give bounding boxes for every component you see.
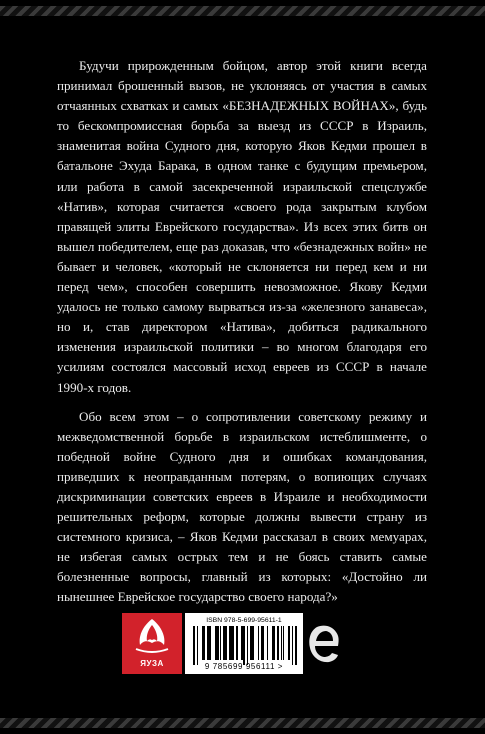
barcode-bar — [274, 626, 276, 660]
barcode-bar — [283, 626, 285, 660]
isbn-barcode — [185, 613, 303, 674]
barcode-bar — [220, 626, 222, 660]
barcode-bar — [243, 626, 245, 665]
back-cover-annotation — [57, 56, 427, 608]
decorative-top-stripe — [0, 6, 485, 16]
barcode-bar — [236, 626, 238, 660]
barcode-bar — [288, 626, 290, 660]
barcode-bar — [263, 626, 265, 660]
barcode-bar — [295, 626, 297, 665]
decorative-bottom-stripe — [0, 718, 485, 728]
barcode-bars — [193, 626, 297, 660]
barcode-bar — [258, 626, 260, 660]
barcode-bar — [193, 626, 195, 665]
barcode-bar — [232, 626, 234, 660]
barcode-bar — [216, 626, 219, 660]
barcode-digits: 9 785699 956111 > — [204, 662, 284, 671]
barcode-bar — [197, 626, 199, 665]
publisher-logo — [122, 613, 182, 674]
barcode-bar — [252, 626, 254, 660]
barcode-bar — [267, 626, 269, 660]
isbn-label: ISBN 978-5-699-95611-1 — [206, 617, 282, 624]
annotation-paragraph-1: Будучи прирожденным бойцом, автор этой книги всегда принимал брошенный вызов, не уклоняясь от участия в самых отчаянных схватках и самых «БЕЗНАДЕЖНЫХ ВОЙНАХ», будь то бескомпромиссная борьба за выезд из СССР в Израиль, знаменитая война Судного дня, которую Яков Кедми прошел в батальоне Эхуда Барака, в одном танке с будущим премьером, или работа в самой засекреченной израильской спецслужбе «Натив», которая считается «своего рода закрытым клубом правящей элиты Еврейского государства». Из всех этих битв он вышел победителем, еще раз доказав, что «безнадежных войн» не бывает и человек, «который не склоняется ни перед кем и ни перед чем», способен совершить невозможное. Якову Кедми удалось не только самому вырваться из-за «железного занавеса», но и, став директором «Натива», добиться радикального изменения израильской политики – во многом благодаря его усилиям состоялся массовый исход евреев из СССР в начале 1990-х годов. — [57, 58, 427, 395]
barcode-bar — [277, 626, 279, 660]
barcode-bar — [204, 626, 206, 660]
eksmo-e-icon — [306, 622, 340, 666]
barcode-bar — [229, 626, 232, 660]
publisher-name: ЯУЗА — [140, 659, 164, 668]
barcode-bar — [225, 626, 227, 660]
publisher-emblem-icon — [122, 613, 182, 659]
barcode-bar — [292, 626, 294, 665]
barcode-bar — [209, 626, 211, 660]
annotation-paragraph-2: Обо всем этом – о сопротивлении советскому режиму и межведомственной борьбе в израильском истеблишменте, о победной войне Судного дня и ошибках командования, приведших к неоправданным потерям, о вопиющих случаях дискриминации советских евреев в Израиле и необходимости решительных реформ, которые должны вывести страну из системного кризиса, – Яков Кедми рассказал в своих мемуарах, не избегая самых острых тем и не боясь ставить самые болезненные вопросы, главный из которых: «Достойно ли нынешнее Еврейское государство своего народа?» — [57, 408, 427, 605]
barcode-bar — [247, 626, 249, 665]
